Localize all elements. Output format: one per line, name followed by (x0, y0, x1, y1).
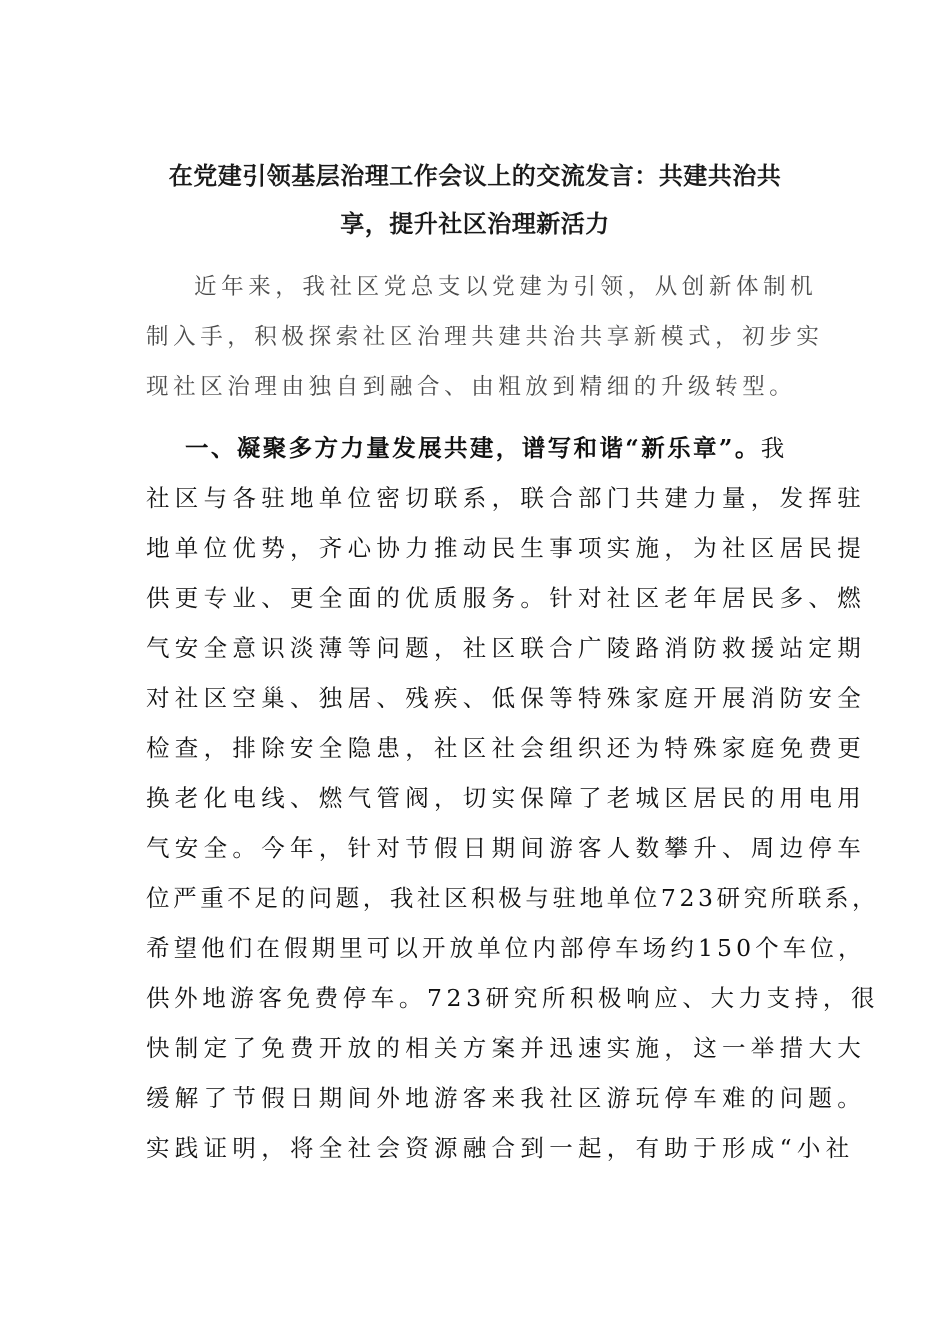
body-line: 缓解了节假日期间外地游客来我社区游玩停车难的问题。 (146, 1084, 866, 1112)
intro-line-1: 近年来，我社区党总支以党建为引领，从创新体制机 (194, 274, 818, 300)
body-line: 换老化电线、燃气管阀，切实保障了老城区居民的用电用 (146, 784, 866, 812)
body-line: 供更专业、更全面的优质服务。针对社区老年居民多、燃 (146, 584, 866, 612)
body-line: 希望他们在假期里可以开放单位内部停车场约150个车位， (146, 934, 866, 962)
section-1-first-line-tail: 我 (760, 434, 790, 462)
intro-line-2: 制入手，积极探索社区治理共建共治共享新模式，初步实 (146, 324, 824, 350)
body-line: 地单位优势，齐心协力推动民生事项实施，为社区居民提 (146, 534, 866, 562)
body-line: 快制定了免费开放的相关方案并迅速实施，这一举措大大 (146, 1034, 866, 1062)
body-line: 供外地游客免费停车。723研究所积极响应、大力支持，很 (146, 984, 880, 1012)
body-line: 实践证明，将全社会资源融合到一起，有助于形成“小社 (146, 1134, 855, 1162)
body-line: 检查，排除安全隐患，社区社会组织还为特殊家庭免费更 (146, 734, 866, 762)
body-line: 气安全意识淡薄等问题，社区联合广陵路消防救援站定期 (146, 634, 866, 662)
section-1-first-line (185, 434, 790, 462)
section-1-heading: 一、凝聚多方力量发展共建，谱写和谐“新乐章”。 (185, 434, 761, 462)
document-title-line-2: 享，提升社区治理新活力 (340, 209, 610, 238)
document-title-line-1: 在党建引领基层治理工作会议上的交流发言：共建共治共 (168, 161, 782, 190)
body-line: 社区与各驻地单位密切联系，联合部门共建力量，发挥驻 (146, 484, 866, 512)
body-line: 气安全。今年，针对节假日期间游客人数攀升、周边停车 (146, 834, 866, 862)
body-line: 对社区空巢、独居、残疾、低保等特殊家庭开展消防安全 (146, 684, 866, 712)
body-line: 位严重不足的问题，我社区积极与驻地单位723研究所联系， (146, 884, 880, 912)
intro-line-3: 现社区治理由独自到融合、由粗放到精细的升级转型。 (146, 374, 797, 400)
